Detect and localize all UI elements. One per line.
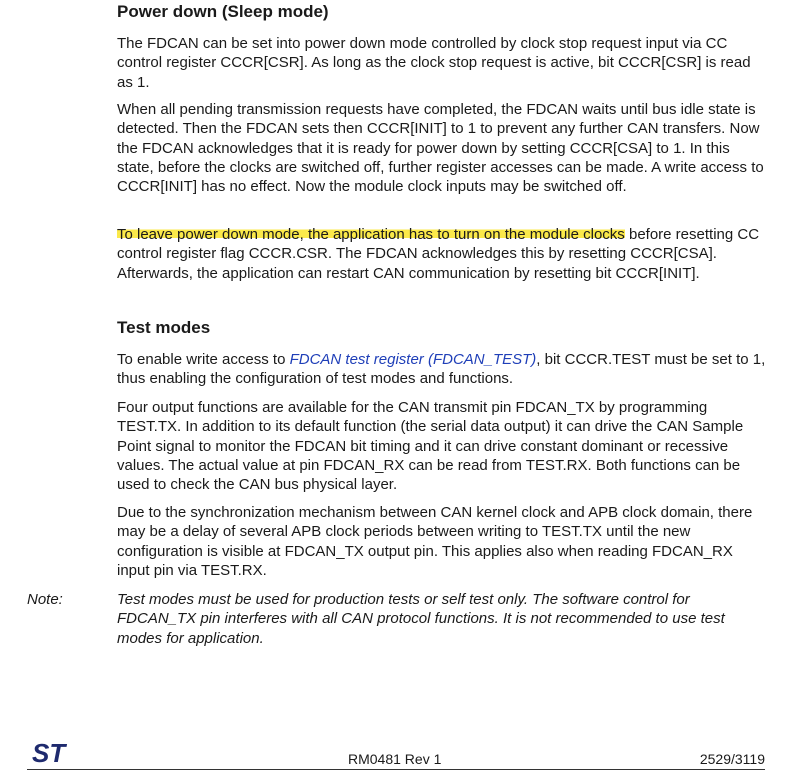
paragraph-text: To enable write access to [117, 351, 290, 368]
st-logo-icon [30, 740, 80, 766]
note-label: Note: [27, 591, 63, 608]
paragraph-power-down-3 [117, 225, 767, 283]
paragraph-power-down-1: The FDCAN can be set into power down mode controlled by clock stop request input via CC control register CCCR[CSR]. As long as the clock stop request is active, bit CCCR[CSR] is read as 1. [117, 35, 751, 91]
paragraph-text: , bit CCCR.TEST must be set to 1, thus enabling the configuration of test modes and functions. [117, 351, 766, 388]
page-number: 2529/3119 [699, 751, 765, 767]
paragraph-text: before resetting CC control register flag CCCR.CSR. The FDCAN acknowledges this by resetting CCCR[CSA]. Afterwards, the application can restart CAN communication by resetting bit CCCR[INIT]. [117, 226, 760, 282]
note-text: Test modes must be used for production tests or self test only. The software control for FDCAN_TX pin interferes with all CAN protocol functions. It is not recommended to use test modes for application. [117, 591, 725, 647]
fdcan-test-register-link[interactable]: FDCAN test register (FDCAN_TEST) [289, 351, 537, 368]
paragraph-test-modes-3: Due to the synchronization mechanism between CAN kernel clock and APB clock domain, there may be a delay of several APB clock periods between writing to TEST.TX until the new configuration is visible at FDCAN_TX output pin. This applies also when reading FDCAN_RX input pin via TEST.RX. [117, 504, 753, 579]
paragraph-test-modes-1 [117, 350, 767, 389]
document-reference: RM0481 Rev 1 [348, 751, 442, 767]
paragraph-test-modes-2: Four output functions are available for the CAN transmit pin FDCAN_TX by programming TEST.TX. In addition to its default function (the serial data output) it can drive the CAN Sample Point signal to monitor the FDCAN bit timing and it can drive constant dominant or recessive values. The actual value at pin FDCAN_RX can be read from TEST.RX. Both functions can be used to check the CAN bus physical layer. [117, 399, 744, 494]
footer-divider [27, 769, 765, 770]
paragraph-power-down-2: When all pending transmission requests have completed, the FDCAN waits until bus idle state is detected. Then the FDCAN sets then CCCR[INIT] to 1 to prevent any further CAN transfers. Now the FDCAN acknowledges that it is ready for power down by setting CCCR[CSA] to 1. In this state, before the clocks are switched off, further register accesses can be made. A write access to CCCR[INIT] has no effect. Now the module clock inputs may be switched off. [117, 101, 764, 196]
section-heading-test-modes: Test modes [117, 318, 211, 337]
logo-text: ST [32, 740, 66, 766]
section-heading-power-down: Power down (Sleep mode) [117, 2, 329, 21]
highlighted-text: To leave power down mode, the application has to turn on the module clocks [117, 226, 625, 243]
